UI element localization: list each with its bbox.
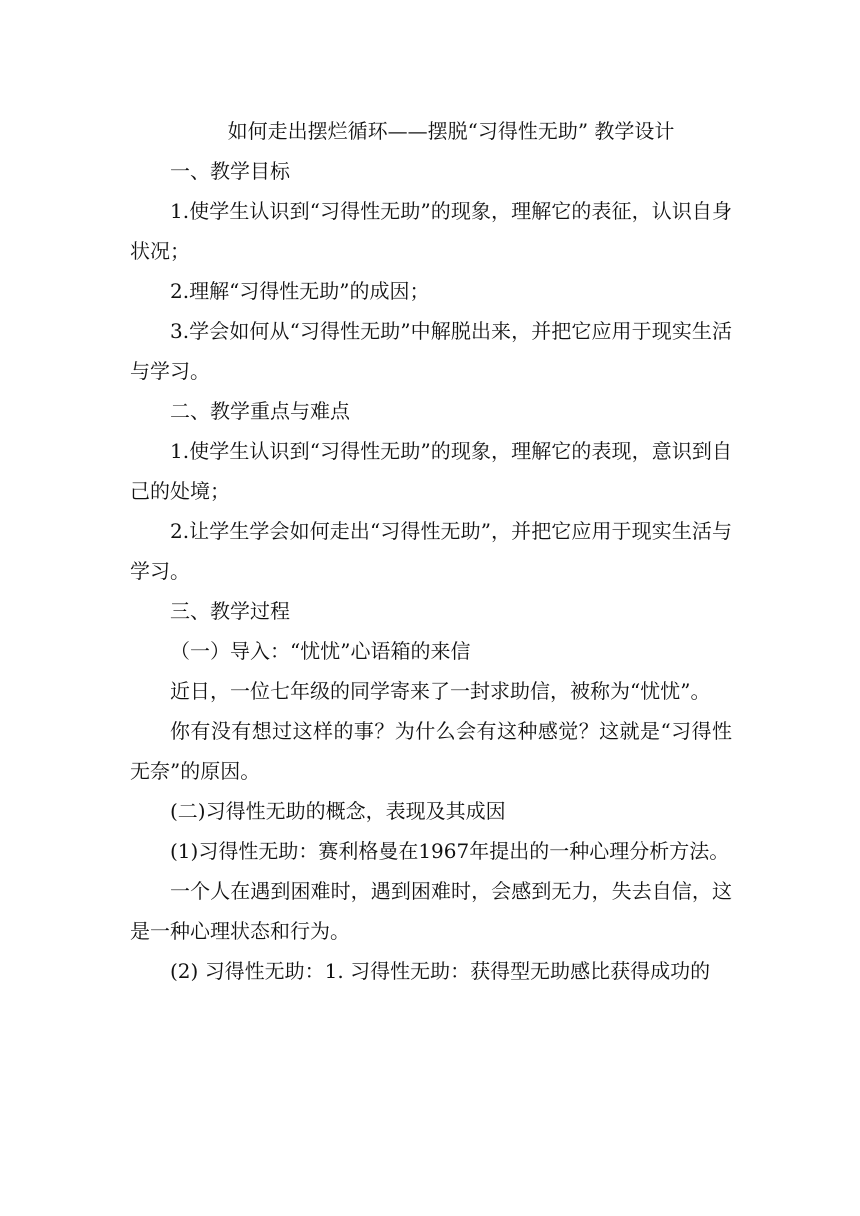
section-heading-process: 三、教学过程 bbox=[170, 599, 290, 623]
paragraph: 1.使学生认识到“习得性无助”的现象，理解它的表征，认识自身状况； bbox=[130, 199, 732, 263]
paragraph: 2.让学生学会如何走出“习得性无助”，并把它应用于现实生活与学习。 bbox=[130, 519, 732, 583]
paragraph: (1)习得性无助：赛利格曼在1967年提出的一种心理分析方法。 bbox=[170, 839, 730, 863]
section-heading-objectives: 一、教学目标 bbox=[170, 159, 290, 183]
paragraph: 近日，一位七年级的同学寄来了一封求助信，被称为“忧忧”。 bbox=[170, 679, 711, 703]
paragraph: 3.学会如何从“习得性无助”中解脱出来，并把它应用于现实生活与学习。 bbox=[130, 319, 732, 383]
paragraph: 2.理解“习得性无助”的成因； bbox=[170, 279, 430, 303]
document-title: 如何走出摆烂循环——摆脱“习得性无助” 教学设计 bbox=[227, 119, 675, 143]
paragraph: (2) 习得性无助：1. 习得性无助：获得型无助感比获得成功的 bbox=[170, 959, 711, 983]
paragraph: (二)习得性无助的概念，表现及其成因 bbox=[170, 799, 506, 823]
paragraph: 一个人在遇到困难时，遇到困难时，会感到无力，失去自信，这是一种心理状态和行为。 bbox=[130, 879, 732, 943]
section-heading-key-points: 二、教学重点与难点 bbox=[170, 399, 350, 423]
document-body bbox=[130, 111, 732, 991]
paragraph: 你有没有想过这样的事？为什么会有这种感觉？这就是“习得性无奈”的原因。 bbox=[130, 719, 732, 783]
paragraph: （一）导入：“忧忧”心语箱的来信 bbox=[170, 639, 471, 663]
paragraph: 1.使学生认识到“习得性无助”的现象，理解它的表现，意识到自己的处境； bbox=[130, 439, 732, 503]
